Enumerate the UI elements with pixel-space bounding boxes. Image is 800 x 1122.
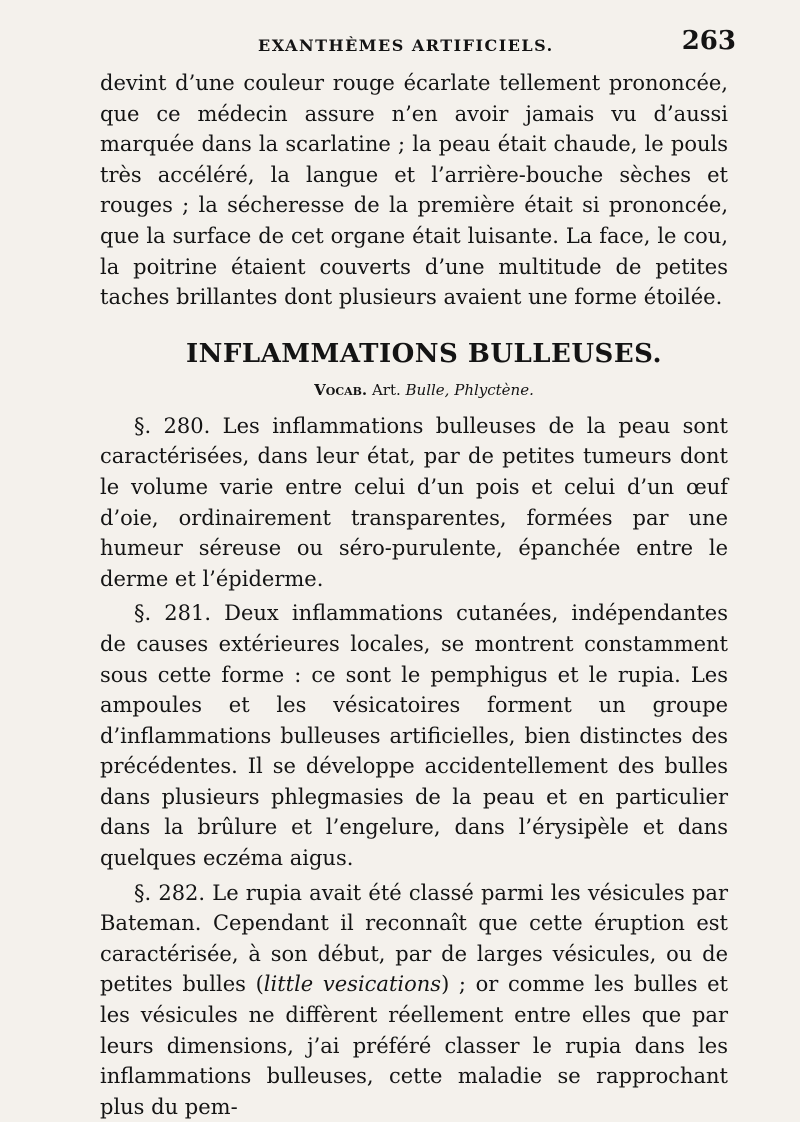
running-title: EXANTHÈMES ARTIFICIELS. [258, 36, 554, 55]
p282-text-start: §. 282. Le rupia avait été classé parmi les vésicules par Bateman. Cependant il reconnaît que cette éruption est caractérisée, à son début, par de larges vésicules, ou de petites bulles ( [100, 880, 728, 997]
intro-paragraph: devint d’une couleur rouge écarlate tellement prononcée, que ce médecin assure n’en avoir jamais vu d’aussi marquée dans la scarlatine ; la peau était chaude, le pouls très accéléré, la langue et l’arrière-bouche sèches et rouges ; la sécheresse de la première était si prononcée, que la surface de cet organe était luisante. La face, le cou, la poitrine étaient couverts d’une multitude de petites taches brillantes dont plusieurs avaient une forme étoilée. [100, 71, 728, 310]
vocab-art: Art. [371, 380, 401, 399]
p282-italic-term: little vesications [263, 972, 442, 997]
p282-text-end: ) ; or comme les bulles et les vésicules ne diffèrent réellement entre elles que par leurs dimensions, j’ai préféré classer le rupia dans les inflammations bulleuses, cette maladie se rapprochant plus du pem- [100, 972, 728, 1119]
vocabulary-line [100, 381, 728, 399]
page-number: 263 [681, 26, 736, 56]
section-heading: INFLAMMATIONS BULLEUSES. [185, 338, 663, 369]
paragraph-281: §. 281. Deux inflammations cutanées, indépendantes de causes extérieures locales, se montrent constamment sous cette forme : ce sont le pemphigus et le rupia. Les ampoules et les vésicatoires forment un groupe d’inflammations bulleuses artificielles, bien distinctes des précédentes. Il se développe accidentellement des bulles dans plusieurs phlegmasies de la peau et en particulier dans la brûlure et l’engelure, dans l’érysipèle et dans quelques eczéma aigus. [100, 601, 728, 871]
paragraph-282 [100, 878, 728, 1122]
paragraph-280: §. 280. Les inflammations bulleuses de la peau sont caractérisées, dans leur état, par de petites tumeurs dont le volume varie entre celui d’un pois et celui d’un œuf d’oie, ordinairement transparentes, formées par une humeur séreuse ou séro-purulente, épanchée entre le derme et l’épiderme. [100, 413, 728, 591]
vocab-label: Vocab. [314, 380, 368, 399]
vocab-terms: Bulle, Phlyctène. [405, 380, 534, 399]
running-header [100, 26, 736, 68]
